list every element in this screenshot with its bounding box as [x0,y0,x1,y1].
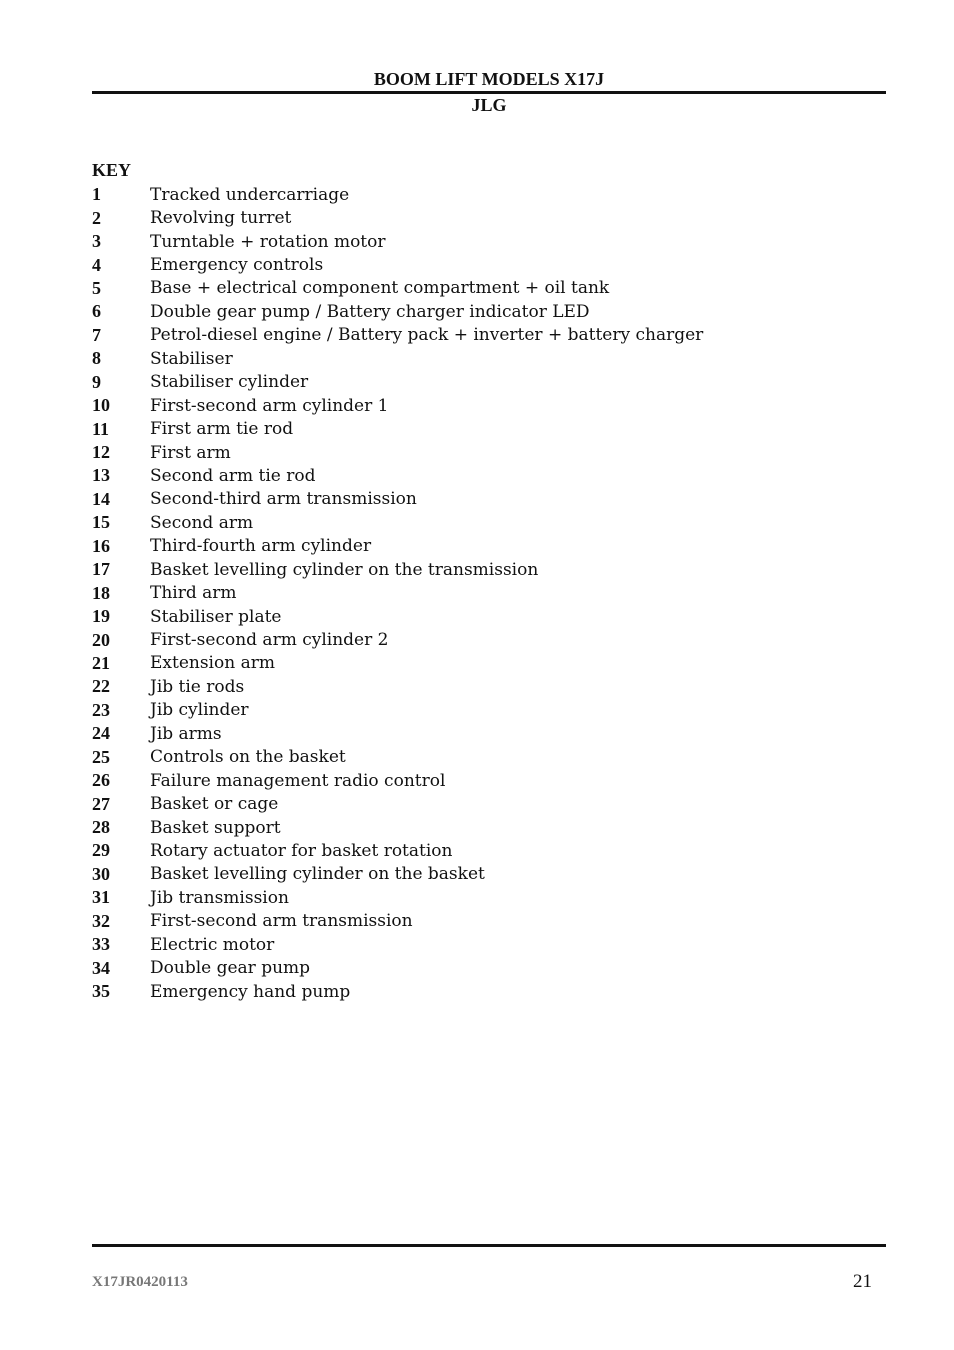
key-item-description: Controls on the basket [150,747,346,768]
key-item [92,230,703,253]
key-item-description: Base + electrical component compartment + oil tank [150,278,610,299]
key-item-number: 13 [92,465,110,486]
key-item-number: 32 [92,910,110,931]
key-item [92,347,703,370]
key-item-number: 33 [92,934,110,955]
key-item [92,886,703,909]
key-item [92,839,703,862]
key-heading: KEY [92,160,132,180]
key-item-description: Jib cylinder [150,700,249,721]
key-item [92,324,703,347]
key-item [92,699,703,722]
key-item-description: Extension arm [150,653,275,674]
key-item [92,628,703,651]
key-item-description: Turntable + rotation motor [150,231,386,252]
key-item-number: 8 [92,348,101,369]
key-item-number: 27 [92,793,110,814]
key-item-description: Basket levelling cylinder on the basket [150,864,485,885]
key-item [92,980,703,1003]
key-item-number: 24 [92,723,110,744]
key-item-description: Jib arms [150,723,222,744]
key-item-number: 4 [92,254,101,275]
key-item-description: First-second arm transmission [150,911,413,932]
key-item [92,417,703,440]
key-item [92,675,703,698]
key-item-description: Third-fourth arm cylinder [150,536,372,557]
key-item [92,394,703,417]
key-item-description: Petrol-diesel engine / Battery pack + inverter + battery charger [150,325,704,346]
key-item [92,183,703,206]
key-item [92,722,703,745]
page-number: 21 [853,1271,872,1292]
key-item-number: 12 [92,442,110,463]
key-item [92,371,703,394]
key-item-description: First-second arm cylinder 1 [150,395,389,416]
key-item [92,277,703,300]
key-item [92,300,703,323]
key-item-description: First arm [150,442,231,463]
key-item-number: 28 [92,817,110,838]
key-item [92,863,703,886]
key-item-number: 34 [92,957,110,978]
key-item-description: Third arm [150,583,237,604]
key-item-description: Stabiliser plate [150,606,282,627]
key-item-description: First-second arm cylinder 2 [150,630,389,651]
key-item-description: Jib transmission [150,887,289,908]
key-item-number: 21 [92,652,110,673]
key-item-number: 20 [92,629,110,650]
key-item [92,511,703,534]
key-item [92,206,703,229]
key-item-number: 11 [92,418,110,439]
key-item-number: 23 [92,699,110,720]
key-item [92,535,703,558]
key-item-description: Tracked undercarriage [150,184,350,205]
key-item-number: 17 [92,559,110,580]
key-item-description: Jib tie rods [150,676,245,697]
key-item [92,253,703,276]
key-item-number: 9 [92,371,101,392]
key-item-number: 31 [92,887,110,908]
key-item-description: Double gear pump / Battery charger indicator LED [150,301,590,322]
key-item-number: 1 [92,184,101,205]
key-item-description: Revolving turret [150,208,292,229]
key-item-description: Stabiliser cylinder [150,372,309,393]
key-item [92,605,703,628]
key-item-number: 29 [92,840,110,861]
key-item-description: Failure management radio control [150,770,446,791]
key-item-number: 15 [92,512,110,533]
key-item [92,441,703,464]
key-item-number: 2 [92,207,101,228]
key-item [92,933,703,956]
key-item-description: First arm tie rod [150,419,294,440]
key-item-number: 6 [92,301,101,322]
key-item [92,464,703,487]
key-item [92,746,703,769]
key-item-description: Second-third arm transmission [150,489,417,510]
key-item-description: Double gear pump [150,958,311,979]
key-item [92,910,703,933]
key-item-number: 25 [92,746,110,767]
key-item-number: 30 [92,863,110,884]
key-item-description: Basket levelling cylinder on the transmission [150,559,539,580]
key-item [92,558,703,581]
key-item-number: 19 [92,606,110,627]
key-item-number: 16 [92,535,110,556]
header-title: BOOM LIFT MODELS X17J [373,69,605,89]
document-code: X17JR0420113 [92,1274,188,1290]
key-item-number: 10 [92,395,110,416]
key-item-description: Rotary actuator for basket rotation [150,840,453,861]
key-list [92,183,703,1003]
key-item-description: Emergency controls [150,255,324,276]
key-item [92,652,703,675]
key-item-description: Basket support [150,817,281,838]
key-item-description: Second arm tie rod [150,465,316,486]
key-item-number: 26 [92,770,110,791]
key-item-number: 3 [92,231,101,252]
key-item-description: Electric motor [150,934,275,955]
key-item-number: 7 [92,324,101,345]
key-item-number: 5 [92,277,101,298]
key-item-description: Emergency hand pump [150,981,351,1002]
key-item [92,769,703,792]
key-item [92,792,703,815]
key-item [92,816,703,839]
key-item-number: 22 [92,676,110,697]
key-item-number: 14 [92,488,110,509]
key-item [92,581,703,604]
key-item-number: 35 [92,981,110,1002]
key-item [92,956,703,979]
key-item-description: Stabiliser [150,348,233,369]
header-brand: JLG [471,95,507,115]
footer-divider [92,1244,886,1247]
key-item-description: Second arm [150,512,254,533]
key-item [92,488,703,511]
key-item-description: Basket or cage [150,794,279,815]
key-item-number: 18 [92,582,110,603]
